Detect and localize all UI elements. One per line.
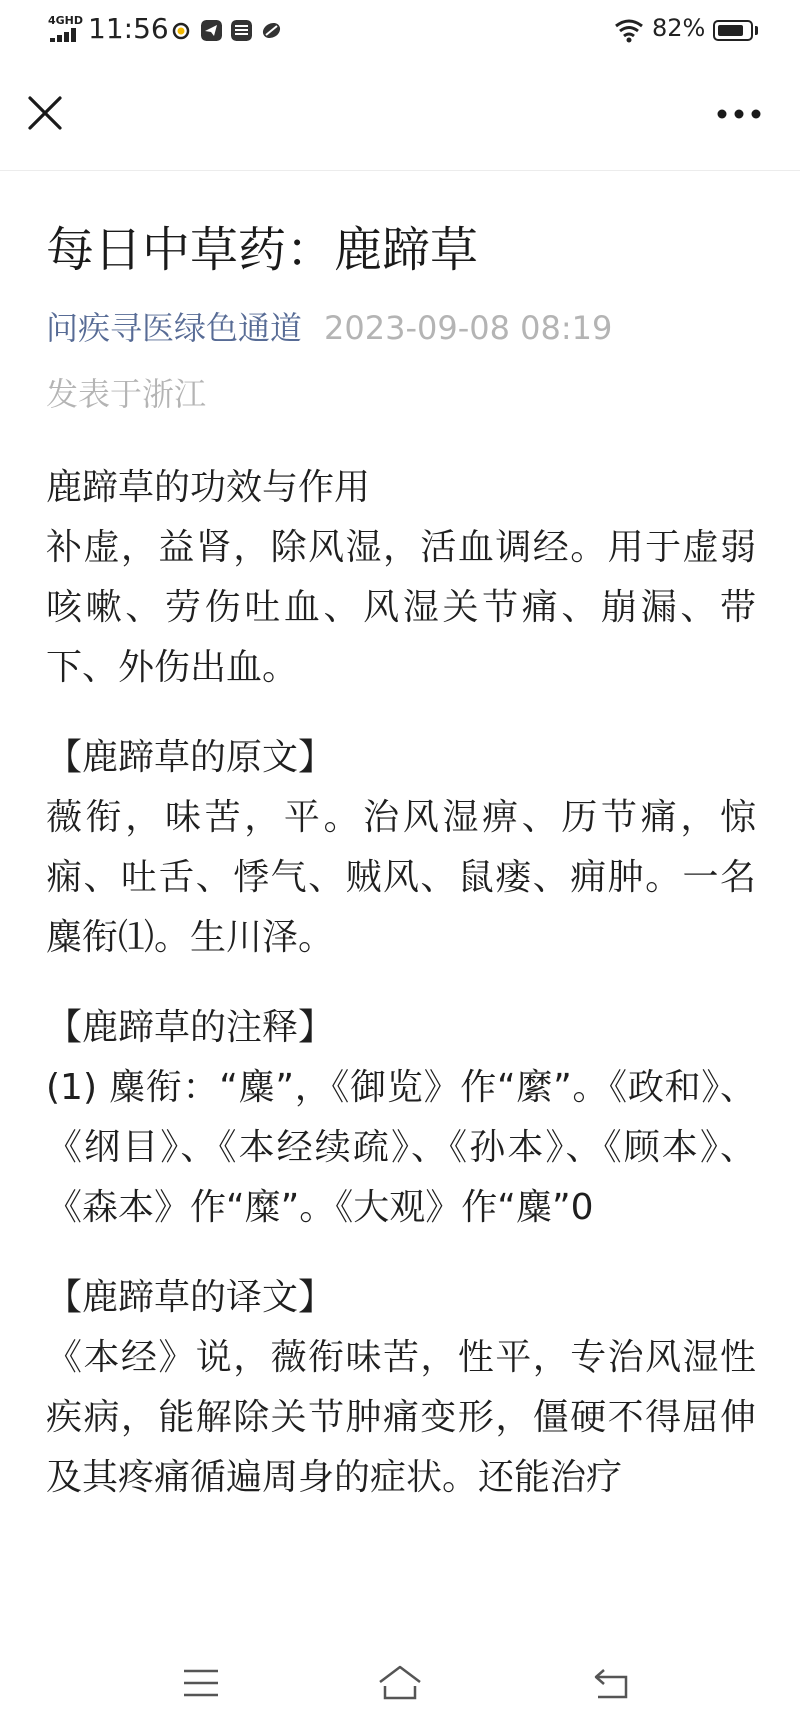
top-nav-bar [0,62,800,171]
publish-location: 发表于浙江 [46,375,207,413]
paragraph-text: 补虚，益肾，除风湿，活血调经。用于虚弱咳嗽、劳伤吐血、风湿关节痛、崩漏、带下、外伤出血。 [46,527,756,688]
paragraph-text: 薇衔，味苦，平。治风湿痹、历节痛，惊痫、吐舌、悸气、贼风、鼠瘘、痈肿。一名麋衔⑴。生川泽。 [46,797,756,958]
paragraph-text: (1) 麋衔：“麋”，《御览》作“縻”。《政和》、《纲目》、《本经续疏》、《孙本》、《顾本》、《森本》作“糜”。《大观》作“麋”0 [46,1067,756,1228]
account-name-link[interactable]: 问疾寻医绿色通道 [46,309,303,347]
battery-icon [713,20,753,41]
paragraph-heading: 鹿蹄草的功效与作用 [46,467,371,508]
close-icon[interactable] [24,92,68,136]
paragraph-efficacy [46,458,756,698]
paragraph-text: 《本经》说，薇衔味苦，性平，专治风湿性疾病，能解除关节肿痛变形，僵硬不得屈伸及其疼痛循遍周身的症状。还能治疗 [46,1337,756,1498]
article-title: 每日中草药：鹿蹄草 [46,222,479,278]
signal-icon [50,28,84,42]
battery-tip [755,26,758,35]
qq-browser-icon [171,20,192,41]
paragraph-translation [46,1268,756,1508]
paragraph-heading: 【鹿蹄草的译文】 [46,1277,335,1318]
telegram-icon [201,20,222,41]
taobao-icon [231,20,252,41]
back-icon[interactable] [586,1658,636,1708]
clock: 11:56 [88,12,169,45]
status-bar [0,0,800,62]
link-app-icon [261,20,282,41]
battery-percent: 82% [652,14,706,42]
paragraph-original [46,728,756,968]
network-type: 4GHD [48,14,84,27]
home-icon[interactable] [375,1658,425,1708]
article [46,170,756,1538]
system-nav-bar [0,1640,800,1733]
paragraph-heading: 【鹿蹄草的注释】 [46,1007,335,1048]
article-content [46,458,756,1508]
paragraph-heading: 【鹿蹄草的原文】 [46,737,335,778]
paragraph-notes [46,998,756,1238]
more-icon[interactable] [712,102,772,126]
publish-date: 2023-09-08 08:19 [324,309,613,347]
wifi-icon [614,17,644,43]
battery-level [718,25,743,36]
menu-icon[interactable] [176,1658,226,1708]
article-meta [46,306,756,350]
